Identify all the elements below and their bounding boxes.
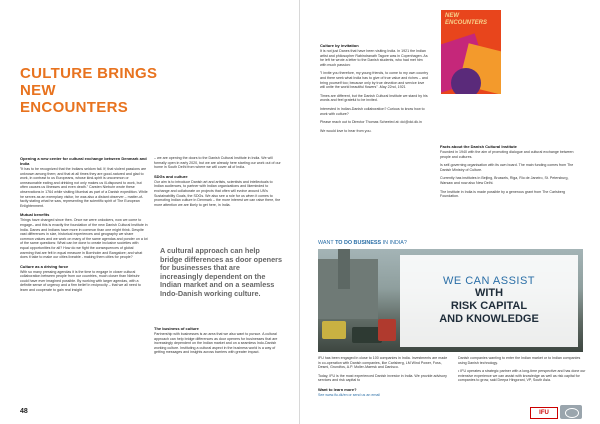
vehicle-shape — [378, 319, 396, 341]
ad-line-4: AND KNOWLEDGE — [439, 313, 539, 325]
paragraph: "I invite you therefore, my young friends, to come to my own country and there seek what India has to give of true value and riches – and bring yourself too; because only by true devotion and service love will unite the world beautiful flowers" -May 22nd, 1921 — [320, 71, 429, 90]
text-column-2 — [154, 156, 282, 211]
text-column-3 — [320, 43, 430, 137]
partner-logo-icon — [560, 405, 582, 419]
section-heading: SDGs and culture — [154, 173, 188, 179]
cover-art-shape — [451, 68, 481, 94]
paragraph: Currently has institutes in Beijing, Brussels, Riga, Rio de Janeiro, St. Petersburg, Warsaw and now also New Delhi. — [440, 176, 569, 185]
ad-line-2: WITH — [474, 287, 504, 299]
publication-cover-image — [441, 10, 501, 94]
street-photo — [318, 249, 583, 352]
paragraph: Danish companies wanting to enter the Indian market or to Indian companies using Danish technology. — [458, 356, 581, 365]
paragraph: Today, IFU is the most experienced Danish investor in India. We provide advisory services and risk capital to — [318, 373, 447, 383]
paragraph: IFU has been engaged in close to 100 companies in India. Investments are made in co-operation with Danish companies, like Carlsberg, LM Wind Power, Foss, Desmi, Grundfos, A.P. Moller-Maersk and Danisco. — [318, 356, 448, 370]
paragraph: Is self-governing organisation with its own board. The main funding comes from The Danish Ministry of Culture. — [440, 163, 574, 172]
pull-quote: A cultural approach can help bridge differences as door openers for businesses that are increasingly dependent on the Indian market and on a seamless Indo-Danish working culture. — [160, 246, 283, 298]
text-column-1 — [20, 156, 148, 297]
paragraph: Things have changed since then. Once we were onlookers, now we come to engage– and this is exactly the foundation of the new Danish Cultural Institute in India. Danes and Indians have more in common than one might think. Despite vast differences in size, historical experiences and geography we share common values and we work on many of the same agendas and ponder on a lot of the same questions: What can be done to create inclusive societies with equal opportunities for all? How do we fight the consequences of global warming that are felt in equal measure in Bornholm and Bangalore; and what does it take to make our cities liveable - making them cities for people? — [20, 218, 148, 260]
paragraph: • IFU operates a strategic partner with a long-time perspective and has done our extensive experience we can assist with knowledge as well as risk capital for companies to grow, said Deepa Hingorani, VP, South Asia. — [458, 369, 586, 383]
paragraph: With so many pressing agendas it is the time to engage in closer cultural collaboration between people from our countries, much closer than Niebuhr could have ever imagined possible. By working with larger agendas, with a definite sense of urgency and a firm belief in reciprocity – that we all need to learn and cooperate to gain real insight — [20, 269, 141, 293]
ad-text-column-1 — [318, 356, 448, 402]
vehicle-shape — [322, 321, 346, 339]
text-column-2-bottom — [154, 326, 282, 359]
ad-headline — [318, 240, 407, 246]
section-heading: The business of culture — [154, 326, 199, 331]
paragraph: We would love to hear from you. — [320, 128, 372, 133]
section-heading: Facts about the Danish Cultural Institute — [440, 144, 517, 149]
ad-headline-bold: TO DO BUSINESS — [335, 240, 382, 246]
title-line-2: NEW ENCOUNTERS — [20, 82, 129, 116]
section-heading: Mutual benefits — [20, 212, 50, 218]
left-page — [0, 0, 299, 424]
building-shape — [338, 249, 350, 289]
paragraph: Founded in 1940 with the aim of promoting dialogue and cultural exchange between people and cultures. — [440, 150, 574, 159]
page-number: 48 — [20, 408, 28, 415]
learn-more-link[interactable]: See www.ifu.dk/en or send us an email — [318, 392, 380, 397]
title-line-1: CULTURE BRINGS — [20, 65, 158, 82]
ad-headline-suffix: IN INDIA? — [381, 240, 407, 246]
ad-line-3: RISK CAPITAL — [450, 300, 528, 312]
paragraph: Interested in Indian-Danish collaboration? Curious to know how to work with culture? — [320, 106, 425, 116]
logo-emblem-icon — [565, 408, 579, 418]
paragraph: Partnership with businesses is an area that we also want to pursue. A cultural approach can help bridge differences as door openers for businesses that are increasingly dependent on the Indian market and on a seamless Indo-Danish working culture. Instituting a cultural aspect in the business world is a way of getting messages and insights across barriers with greater impact. — [154, 332, 278, 355]
ad-message-box — [400, 255, 578, 347]
section-heading: Opening a new center for cultural exchange between Denmark and India — [20, 156, 147, 166]
paragraph: The Institute in India is made possible by a generous grant from The Carlsberg Foundation. — [440, 189, 565, 199]
ad-text-column-2 — [458, 356, 586, 387]
ifu-logo: IFU — [530, 407, 558, 419]
ad-line-1: WE CAN ASSIST — [442, 275, 536, 287]
section-heading: Culture by invitation — [320, 43, 359, 48]
paragraph: Our aim is to introduce Danish art and artists, scientists and intellectuals to Indian audiences, to partner with Indian organizations and likeminded to exchange and collaborate on projects that often will evolve around UN's Sustainability Goals, the SDGs. We also see a role for us when it comes to promoting Indian culture in Denmark – the more interest we can raise there, the more attention we are likely to get here, in India. — [154, 179, 281, 207]
paragraph: Times are different, but the Danish Cultural Institute we stand by his words and feel grateful to be invited. — [320, 93, 428, 103]
paragraph: "It has to be recognized that the Indians seldom fail. If; that violent passions are unknown among them; and that at all times they are good-natured and glad to work, in contrast to us Europeans, whose kind-spirit is uncommon or unreasonable eating and drinking not only makes us ill-disposed to work, but often causes us illnesses and even death." Carsten Niebuhr wrote these observations in 1764 while visiting Mumbai as part of a Danish expedition. While he serves as an exemplary visitor, he was also a distant observer – matter-of-factly stating what he saw, representing the scientific spirit of The European Enlightenment. — [20, 167, 148, 208]
ad-headline-prefix: WANT — [318, 240, 336, 246]
facts-box — [440, 144, 578, 203]
cover-title: NEW ENCOUNTERS — [445, 13, 488, 26]
learn-more-heading: Want to learn more? — [318, 386, 357, 392]
paragraph: It is not just Danes that have been visiting India. In 1921 the Indian artist and philosopher Rabindranath Tagore was in Copenhagen. As he left he wrote a letter to the Danish students, who had met him with much passion: — [320, 49, 428, 67]
section-heading: Culture as a driving force — [20, 263, 69, 269]
article-title — [20, 65, 160, 116]
paragraph: Please reach out to Director Thomas Scheeled at: dci@dci.dk.in — [320, 120, 422, 125]
paragraph: – we are opening the doors to the Danish Cultural Institute in India. We will formally open in early 2020, but we are already here starting our work out of our home in South Delhi from where we will cover all of India. — [154, 156, 281, 170]
